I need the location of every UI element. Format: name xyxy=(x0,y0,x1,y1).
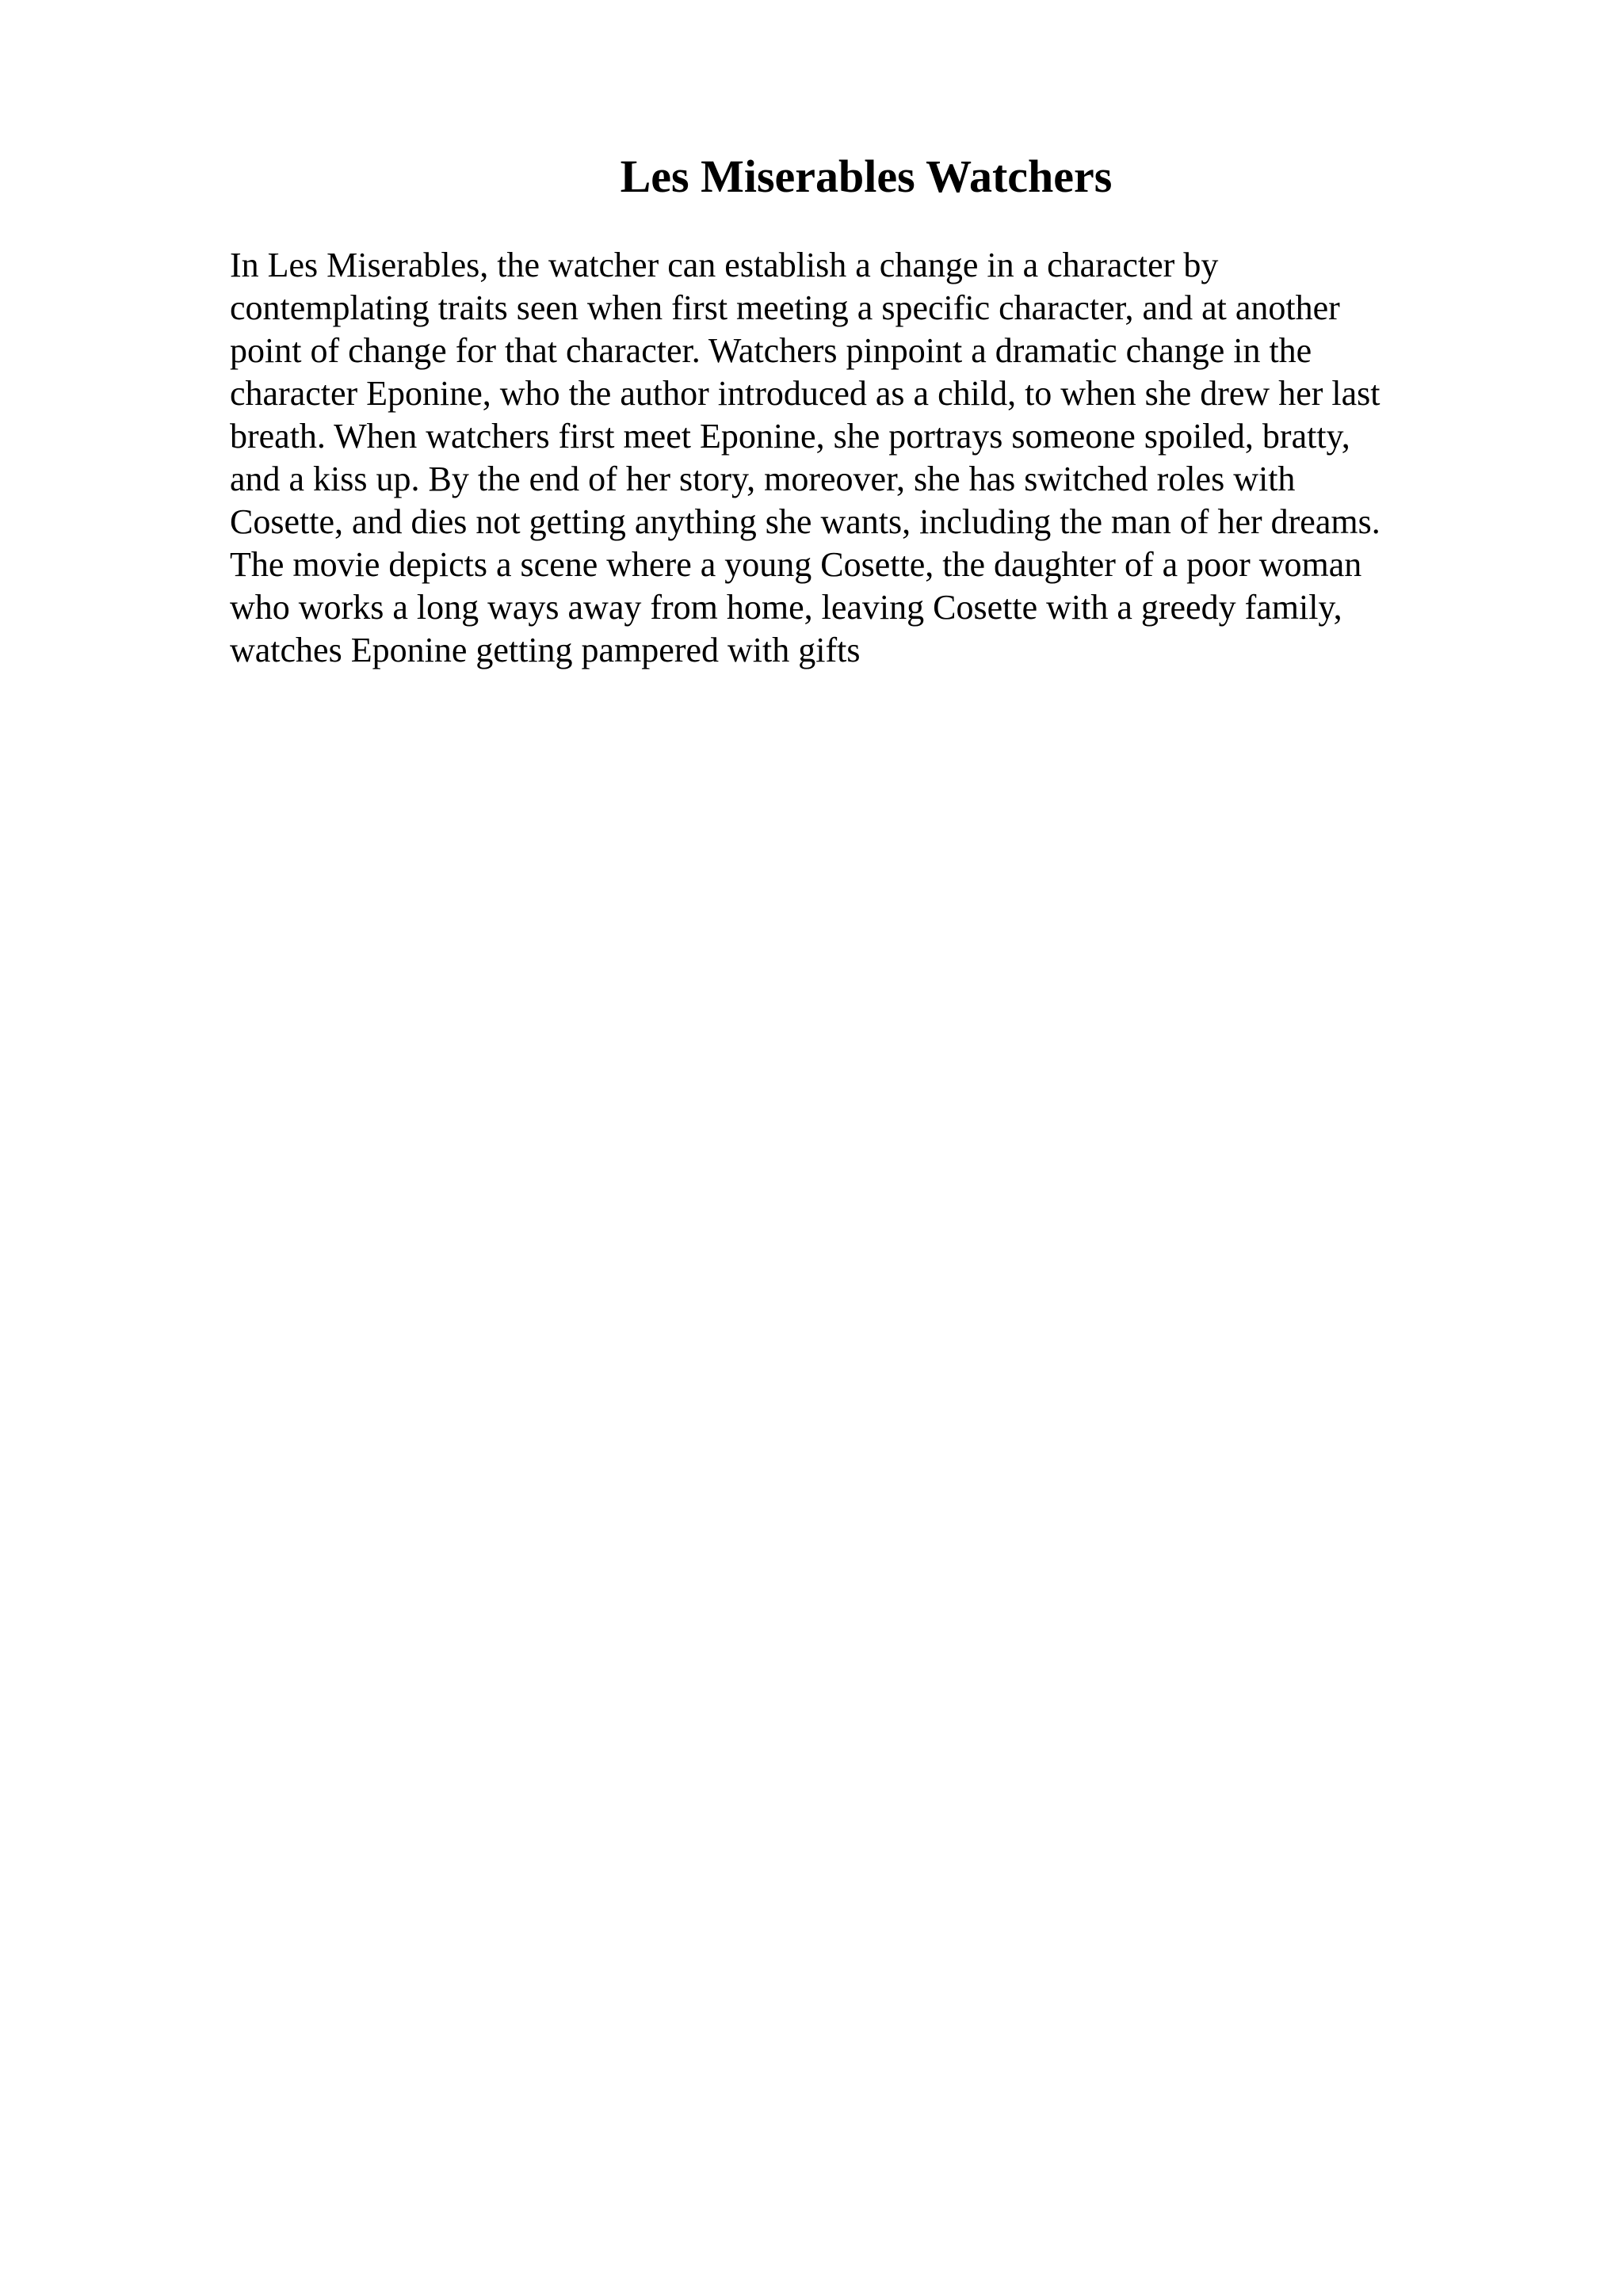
paragraph-line: Cosette, and dies not getting anything she wants, including the man of her dreams. xyxy=(230,502,1381,541)
paragraph-line: In Les Miserables, the watcher can establish a change in a character by xyxy=(230,246,1219,284)
paragraph-line: character Eponine, who the author introduced as a child, to when she drew her last xyxy=(230,374,1381,413)
document-title: Les Miserables Watchers xyxy=(620,151,1113,202)
paragraph-line: point of change for that character. Watchers pinpoint a dramatic change in the xyxy=(230,331,1312,370)
paragraph-line: and a kiss up. By the end of her story, moreover, she has switched roles with xyxy=(230,460,1296,498)
paragraph-line: watches Eponine getting pampered with gifts xyxy=(230,631,861,669)
paragraph-line: breath. When watchers first meet Eponine, she portrays someone spoiled, bratty, xyxy=(230,417,1350,456)
body-paragraph xyxy=(230,244,1498,672)
paragraph-line: contemplating traits seen when first meeting a specific character, and at another xyxy=(230,288,1340,327)
paragraph-line: who works a long ways away from home, leaving Cosette with a greedy family, xyxy=(230,588,1342,627)
paragraph-line: The movie depicts a scene where a young Cosette, the daughter of a poor woman xyxy=(230,545,1362,584)
